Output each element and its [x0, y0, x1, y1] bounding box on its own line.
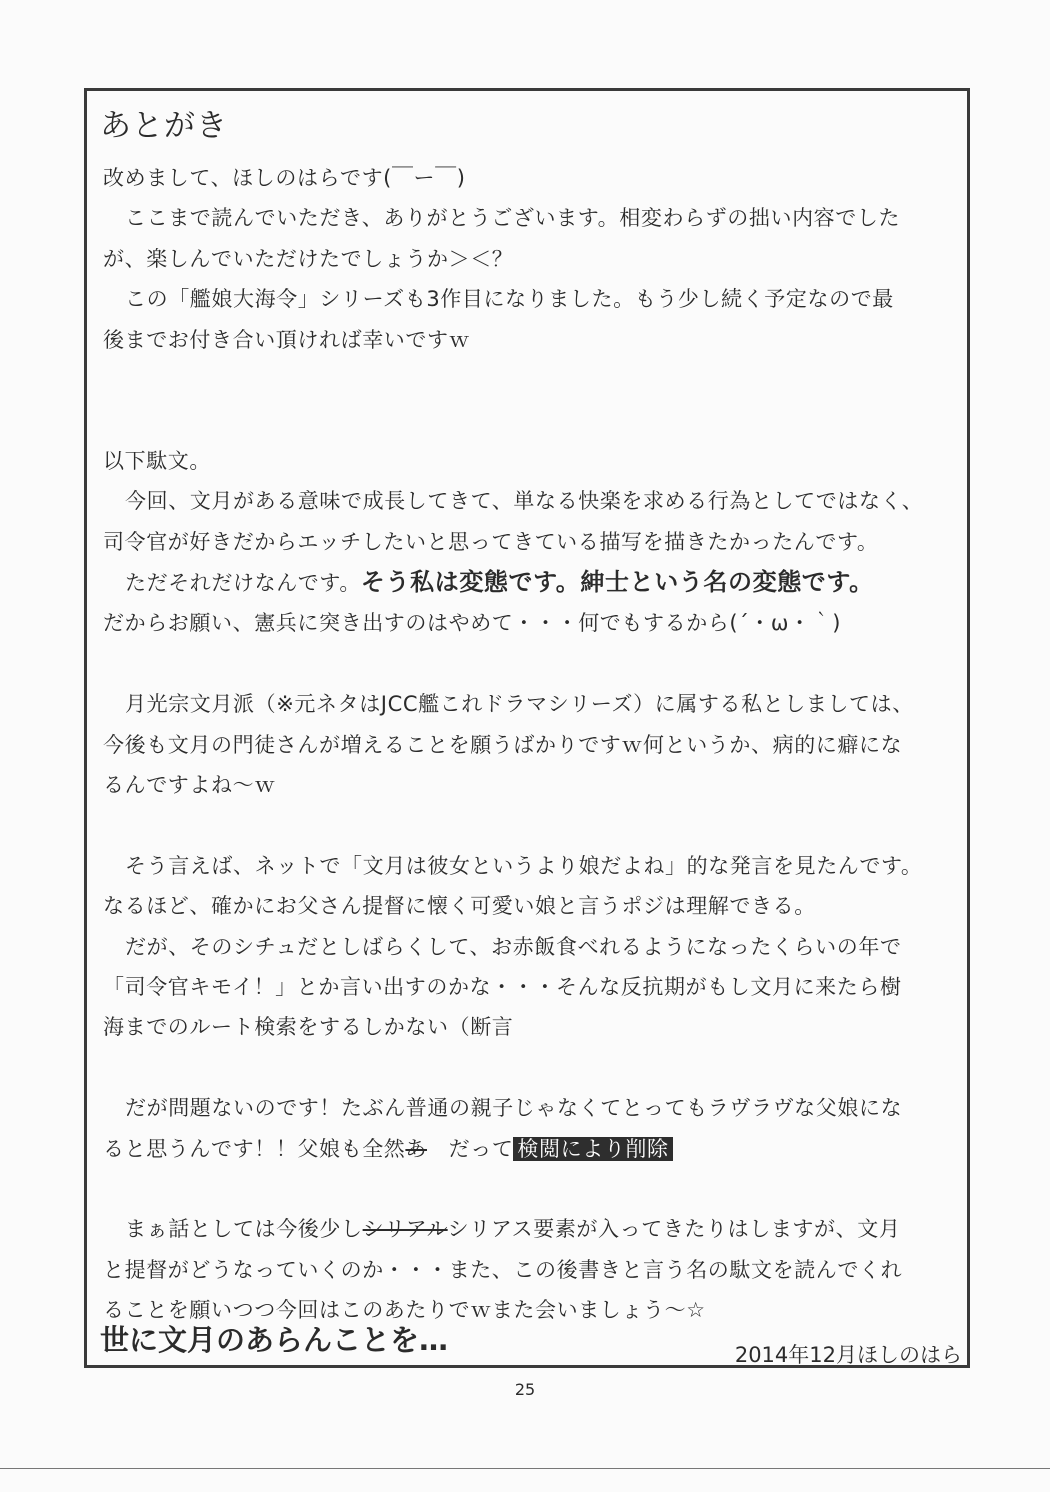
- strikethrough-text: シリアル: [362, 1217, 448, 1242]
- text-line: [103, 562, 963, 603]
- text-line: [103, 1209, 963, 1249]
- strikethrough-text: あ: [405, 1136, 428, 1161]
- text-line: 後までお付き合い頂ければ幸いですｗ: [103, 327, 471, 352]
- text-line: そう言えば、ネットで「文月は彼女というより娘だよね」的な発言を見たんです。: [125, 853, 923, 878]
- text-line: この「艦娘大海令」シリーズも3作目になりました。もう少し続く予定なので最: [125, 287, 894, 312]
- text-segment: まぁ話としては今後少し: [125, 1217, 363, 1242]
- emphasis-text: そう私は変態です。紳士という名の変態です。: [360, 568, 874, 597]
- text-line: だが、そのシチュだとしばらくして、お赤飯食べれるようになったくらいの年で: [125, 934, 902, 959]
- text-line: が、楽しんでいただけたでしょうか＞＜？: [103, 246, 514, 271]
- text-line: 今後も文月の門徒さんが増えることを願うばかりですｗ何というか、病的に癖にな: [103, 732, 903, 757]
- page-number: 25: [514, 1380, 536, 1399]
- text-line: 海までのルート検索をするしかない（断言: [103, 1015, 514, 1040]
- text-line: 月光宗文月派（※元ネタはJCC艦これドラマシリーズ）に属する私としましては、: [125, 692, 914, 717]
- text-line: 今回、文月がある意味で成長してきて、単なる快楽を求める行為としてではなく、: [125, 489, 924, 514]
- text-line: だからお願い、憲兵に突き出すのはやめて・・・何でもするから(´・ω・｀): [103, 611, 842, 636]
- text-line: と提督がどうなっていくのか・・・また、この後書きと言う名の駄文を読んでくれ: [103, 1257, 903, 1282]
- text-line: ることを願いつつ今回はこのあたりでｗまた会いましょう～☆: [103, 1298, 706, 1323]
- closing-line: 世に文月のあらんことを…: [100, 1323, 449, 1357]
- text-line: なるほど、確かにお父さん提督に懐く可愛い娘と言うポジは理解できる。: [103, 894, 816, 919]
- text-line: [103, 1129, 963, 1169]
- page-title: あとがき: [100, 108, 228, 144]
- text-line: 改めまして、ほしのはらです(￣ー￣): [103, 166, 466, 190]
- censor-bar: 検閲により削除: [513, 1137, 672, 1161]
- text-segment: だって: [427, 1136, 514, 1161]
- text-line: るんですよね～ｗ: [103, 773, 276, 798]
- text-segment: ただそれだけなんです。: [125, 571, 361, 596]
- text-segment: シリアス要素が入ってきたりはしますが、文月: [447, 1217, 901, 1242]
- text-line: 以下駄文。: [103, 448, 211, 473]
- text-line: 「司令官キモイ！」とか言い出すのかな・・・そんな反抗期がもし文月に来たら樹: [103, 975, 902, 1000]
- page-edge-rule: [0, 1468, 1050, 1469]
- signature: 2014年12月ほしのはら: [734, 1343, 962, 1367]
- text-line: だが問題ないのです！たぶん普通の親子じゃなくてとってもラヴラヴな父娘にな: [125, 1096, 903, 1121]
- text-line: ここまで読んでいただき、ありがとうございます。相変わらずの拙い内容でした: [125, 206, 901, 231]
- afterword-body: [103, 158, 963, 1331]
- text-segment: ると思うんです！！父娘も全然: [103, 1136, 406, 1161]
- text-line: 司令官が好きだからエッチしたいと思ってきている描写を描きたかったんです。: [103, 529, 879, 554]
